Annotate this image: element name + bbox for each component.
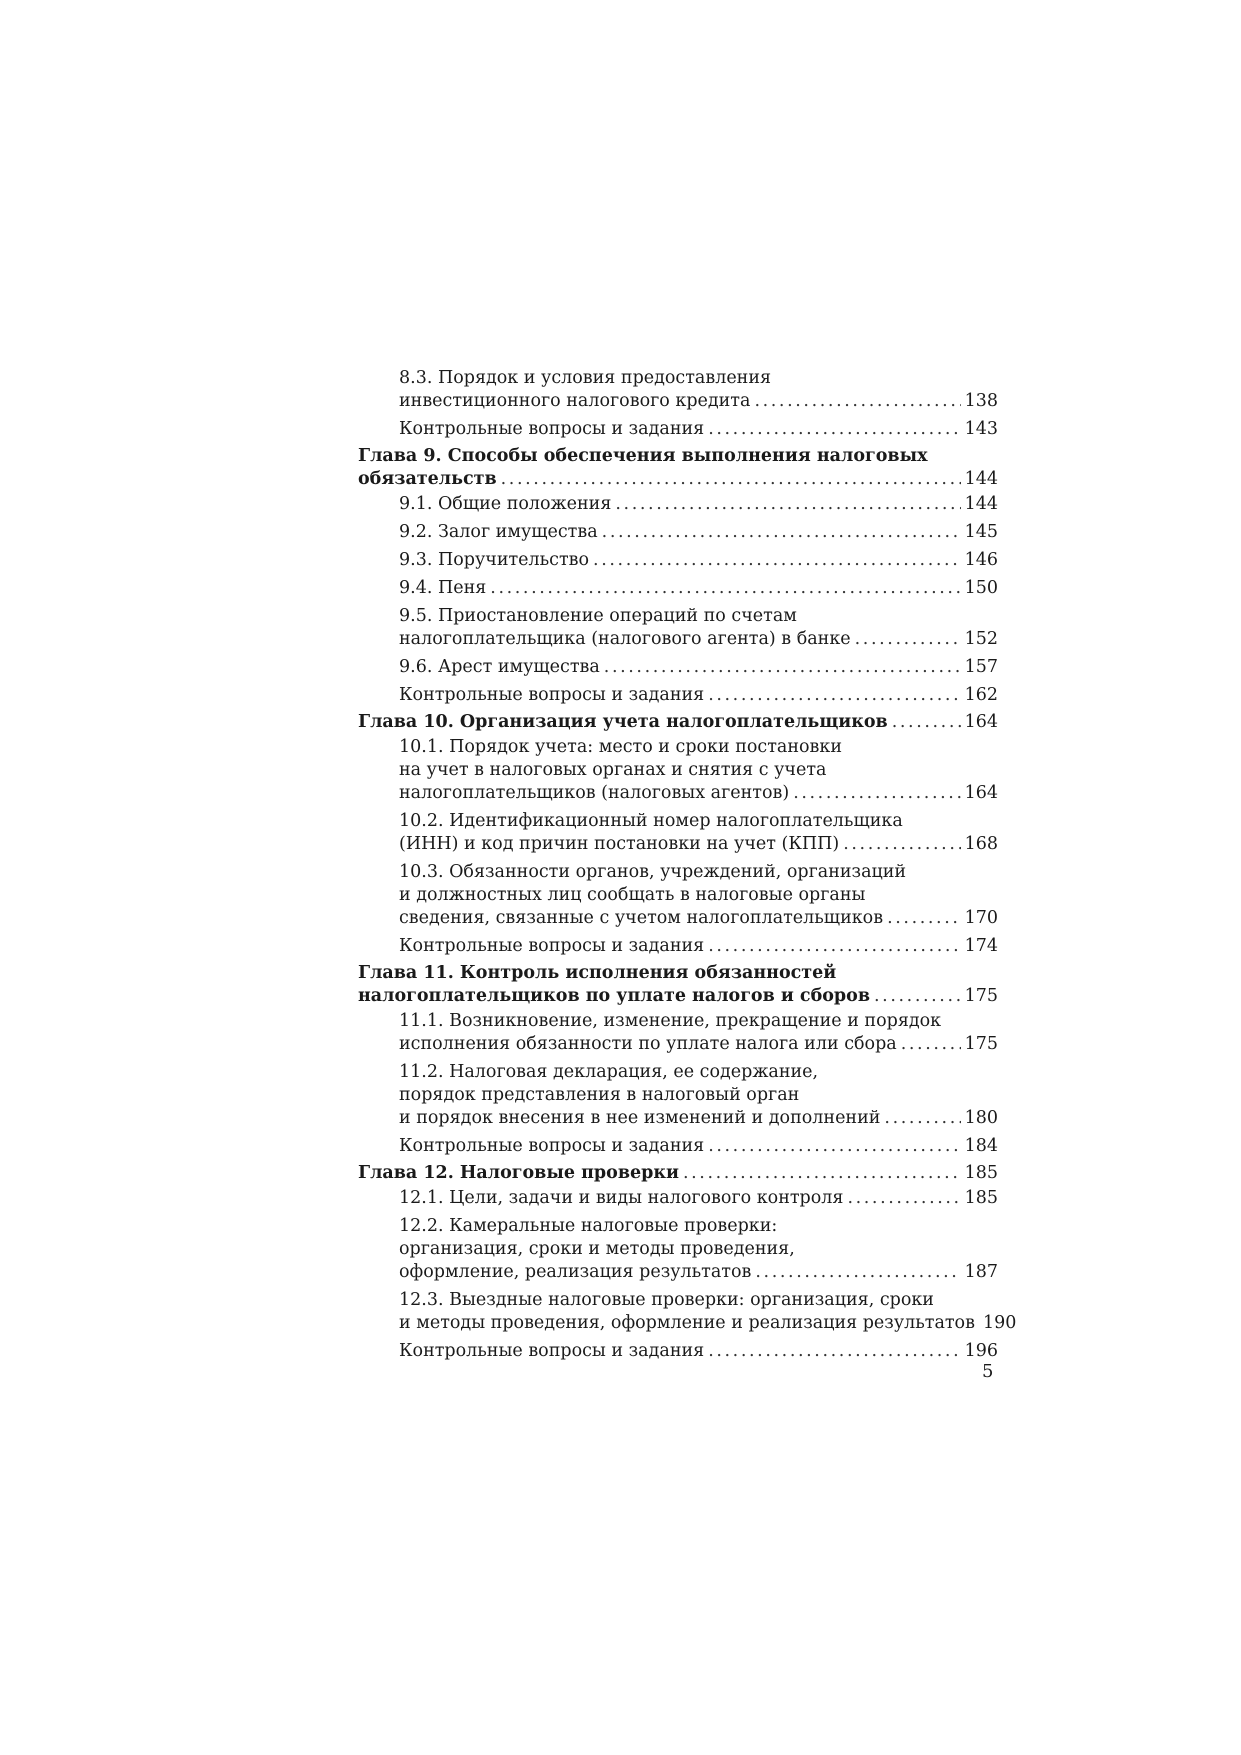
toc-dot-leader bbox=[755, 1261, 960, 1284]
toc-section-entry bbox=[358, 736, 998, 805]
toc-page-number: 152 bbox=[964, 629, 998, 649]
toc-entry-title-line: 10.2. Идентификационный номер налогоплательщика bbox=[399, 811, 903, 831]
toc-entry-title: 12.1. Цели, задачи и виды налогового контроля bbox=[399, 1188, 844, 1208]
toc-dot-leader bbox=[887, 907, 961, 930]
toc-entry-title: и порядок внесения в нее изменений и дополнений bbox=[399, 1108, 881, 1128]
toc-entry-last-line bbox=[399, 521, 998, 544]
toc-section-entry bbox=[358, 1135, 998, 1158]
toc-entry-title-line: Глава 11. Контроль исполнения обязанностей bbox=[358, 963, 837, 983]
toc-section-entry bbox=[358, 521, 998, 544]
toc-section-entry bbox=[358, 1340, 998, 1363]
toc-page-number: 150 bbox=[964, 578, 998, 598]
toc-dot-leader bbox=[615, 493, 960, 516]
toc-dot-leader bbox=[683, 1162, 961, 1185]
toc-entry-last-line bbox=[399, 1261, 998, 1284]
toc-entry-last-line bbox=[358, 1162, 998, 1185]
toc-chapter-entry bbox=[358, 711, 998, 734]
toc-page-number: 174 bbox=[964, 936, 998, 956]
table-of-contents bbox=[358, 362, 1017, 1363]
toc-page-number: 144 bbox=[964, 469, 998, 489]
toc-entry-last-line bbox=[358, 985, 998, 1008]
toc-page-number: 146 bbox=[964, 550, 998, 570]
toc-entry-last-line bbox=[399, 1340, 998, 1363]
toc-entry-last-line bbox=[399, 1033, 998, 1056]
toc-entry-title: налогоплательщика (налогового агента) в банке bbox=[399, 629, 851, 649]
toc-dot-leader bbox=[708, 935, 960, 958]
toc-dot-leader bbox=[604, 656, 961, 679]
toc-entry-title-line: 11.2. Налоговая декларация, ее содержание, bbox=[399, 1062, 819, 1082]
toc-entry-title: налогоплательщиков (налоговых агентов) bbox=[399, 783, 790, 803]
toc-page-number: 196 bbox=[964, 1341, 998, 1361]
toc-entry-title-line: порядок представления в налоговый орган bbox=[399, 1085, 800, 1105]
toc-section-entry bbox=[358, 656, 998, 679]
toc-entry-title: оформление, реализация результатов bbox=[399, 1262, 752, 1282]
toc-entry-title: и методы проведения, оформление и реализация результатов bbox=[399, 1313, 975, 1333]
toc-entry-title-line: 12.2. Камеральные налоговые проверки: bbox=[399, 1216, 778, 1236]
toc-dot-leader bbox=[501, 468, 961, 491]
toc-entry-title-line: 11.1. Возникновение, изменение, прекращение и порядок bbox=[399, 1011, 942, 1031]
toc-entry-title: инвестиционного налогового кредита bbox=[399, 391, 751, 411]
toc-entry-last-line bbox=[399, 549, 998, 572]
toc-section-entry bbox=[358, 418, 998, 441]
toc-chapter-entry bbox=[358, 1162, 998, 1185]
toc-dot-leader bbox=[843, 833, 960, 856]
toc-section-entry bbox=[358, 1289, 1017, 1335]
page-number: 5 bbox=[982, 1361, 994, 1382]
toc-page-number: 185 bbox=[964, 1188, 998, 1208]
toc-page-number: 162 bbox=[964, 685, 998, 705]
toc-chapter-entry bbox=[358, 962, 998, 1008]
toc-page-number: 145 bbox=[964, 522, 998, 542]
toc-dot-leader bbox=[892, 711, 961, 734]
toc-entry-title-line: 10.3. Обязанности органов, учреждений, организаций bbox=[399, 862, 907, 882]
toc-section-entry bbox=[358, 549, 998, 572]
toc-entry-title: Глава 12. Налоговые проверки bbox=[358, 1163, 679, 1183]
toc-page-number: 144 bbox=[964, 494, 998, 514]
toc-section-entry bbox=[358, 1061, 998, 1130]
toc-entry-last-line bbox=[358, 468, 998, 491]
toc-dot-leader bbox=[708, 418, 960, 441]
toc-section-entry bbox=[358, 1215, 998, 1284]
toc-entry-last-line bbox=[399, 907, 998, 930]
toc-entry-title: Глава 10. Организация учета налогоплательщиков bbox=[358, 712, 888, 732]
toc-entry-title: исполнения обязанности по уплате налога или сбора bbox=[399, 1034, 897, 1054]
toc-entry-title: Контрольные вопросы и задания bbox=[399, 936, 705, 956]
toc-entry-last-line bbox=[399, 628, 998, 651]
toc-entry-last-line bbox=[399, 1107, 998, 1130]
toc-entry-last-line bbox=[399, 782, 998, 805]
toc-section-entry bbox=[358, 1187, 998, 1210]
toc-section-entry bbox=[358, 577, 998, 600]
toc-dot-leader bbox=[855, 628, 961, 651]
toc-entry-title: сведения, связанные с учетом налогоплательщиков bbox=[399, 908, 884, 928]
toc-entry-title: 9.1. Общие положения bbox=[399, 494, 612, 514]
toc-dot-leader bbox=[708, 1135, 960, 1158]
toc-section-entry bbox=[358, 861, 998, 930]
toc-entry-title: 9.2. Залог имущества bbox=[399, 522, 598, 542]
toc-chapter-entry bbox=[358, 445, 998, 491]
toc-section-entry bbox=[358, 367, 998, 413]
toc-page-number: 164 bbox=[964, 783, 998, 803]
toc-dot-leader bbox=[490, 577, 960, 600]
toc-page-number: 187 bbox=[964, 1262, 998, 1282]
toc-dot-leader bbox=[708, 684, 960, 707]
toc-entry-title: (ИНН) и код причин постановки на учет (КПП) bbox=[399, 834, 840, 854]
toc-section-entry bbox=[358, 684, 998, 707]
toc-entry-last-line bbox=[399, 1187, 998, 1210]
toc-entry-title: 9.4. Пеня bbox=[399, 578, 487, 598]
toc-dot-leader bbox=[754, 390, 960, 413]
toc-entry-title: Контрольные вопросы и задания bbox=[399, 685, 705, 705]
toc-entry-title-line: 9.5. Приостановление операций по счетам bbox=[399, 606, 797, 626]
toc-section-entry bbox=[358, 493, 998, 516]
toc-entry-last-line bbox=[399, 833, 998, 856]
toc-dot-leader bbox=[593, 549, 961, 572]
toc-page-number: 185 bbox=[964, 1163, 998, 1183]
toc-entry-title: Контрольные вопросы и задания bbox=[399, 419, 705, 439]
toc-section-entry bbox=[358, 605, 998, 651]
toc-dot-leader bbox=[793, 782, 960, 805]
toc-entry-last-line bbox=[399, 390, 998, 413]
toc-entry-last-line bbox=[399, 418, 998, 441]
toc-section-entry bbox=[358, 1010, 998, 1056]
toc-page-number: 157 bbox=[964, 657, 998, 677]
toc-entry-last-line bbox=[399, 493, 998, 516]
toc-entry-title-line: 10.1. Порядок учета: место и сроки постановки bbox=[399, 737, 842, 757]
toc-page-number: 184 bbox=[964, 1136, 998, 1156]
toc-page-number: 138 bbox=[964, 391, 998, 411]
toc-entry-last-line bbox=[399, 656, 998, 679]
toc-entry-last-line bbox=[399, 684, 998, 707]
toc-entry-last-line bbox=[358, 711, 998, 734]
toc-page-number: 168 bbox=[964, 834, 998, 854]
toc-dot-leader bbox=[708, 1340, 960, 1363]
toc-page-number: 164 bbox=[964, 712, 998, 732]
toc-page-number: 175 bbox=[964, 986, 998, 1006]
toc-dot-leader bbox=[602, 521, 961, 544]
toc-entry-last-line bbox=[399, 1135, 998, 1158]
toc-entry-title: Контрольные вопросы и задания bbox=[399, 1136, 705, 1156]
toc-dot-leader bbox=[847, 1187, 960, 1210]
toc-entry-title-line: и должностных лиц сообщать в налоговые органы bbox=[399, 885, 866, 905]
toc-page-number: 175 bbox=[964, 1034, 998, 1054]
toc-entry-title: налогоплательщиков по уплате налогов и сборов bbox=[358, 986, 870, 1006]
toc-dot-leader bbox=[901, 1033, 961, 1056]
toc-entry-last-line bbox=[399, 577, 998, 600]
toc-entry-title-line: организация, сроки и методы проведения, bbox=[399, 1239, 795, 1259]
toc-entry-title-line: Глава 9. Способы обеспечения выполнения налоговых bbox=[358, 446, 928, 466]
toc-dot-leader bbox=[884, 1107, 960, 1130]
toc-entry-title: Контрольные вопросы и задания bbox=[399, 1341, 705, 1361]
toc-entry-last-line bbox=[399, 935, 998, 958]
toc-entry-title-line: 8.3. Порядок и условия предоставления bbox=[399, 368, 772, 388]
toc-section-entry bbox=[358, 810, 998, 856]
toc-page-number: 180 bbox=[964, 1108, 998, 1128]
toc-entry-title: обязательств bbox=[358, 469, 497, 489]
toc-entry-title-line: 12.3. Выездные налоговые проверки: организация, сроки bbox=[399, 1290, 934, 1310]
toc-entry-title: 9.3. Поручительство bbox=[399, 550, 590, 570]
toc-entry-title-line: на учет в налоговых органах и снятия с учета bbox=[399, 760, 827, 780]
toc-entry-title: 9.6. Арест имущества bbox=[399, 657, 600, 677]
toc-entry-last-line bbox=[399, 1312, 1017, 1335]
toc-page-number: 190 bbox=[982, 1313, 1017, 1333]
toc-page-number: 170 bbox=[964, 908, 998, 928]
toc-page-number: 143 bbox=[964, 419, 998, 439]
toc-section-entry bbox=[358, 935, 998, 958]
toc-dot-leader bbox=[874, 985, 961, 1008]
